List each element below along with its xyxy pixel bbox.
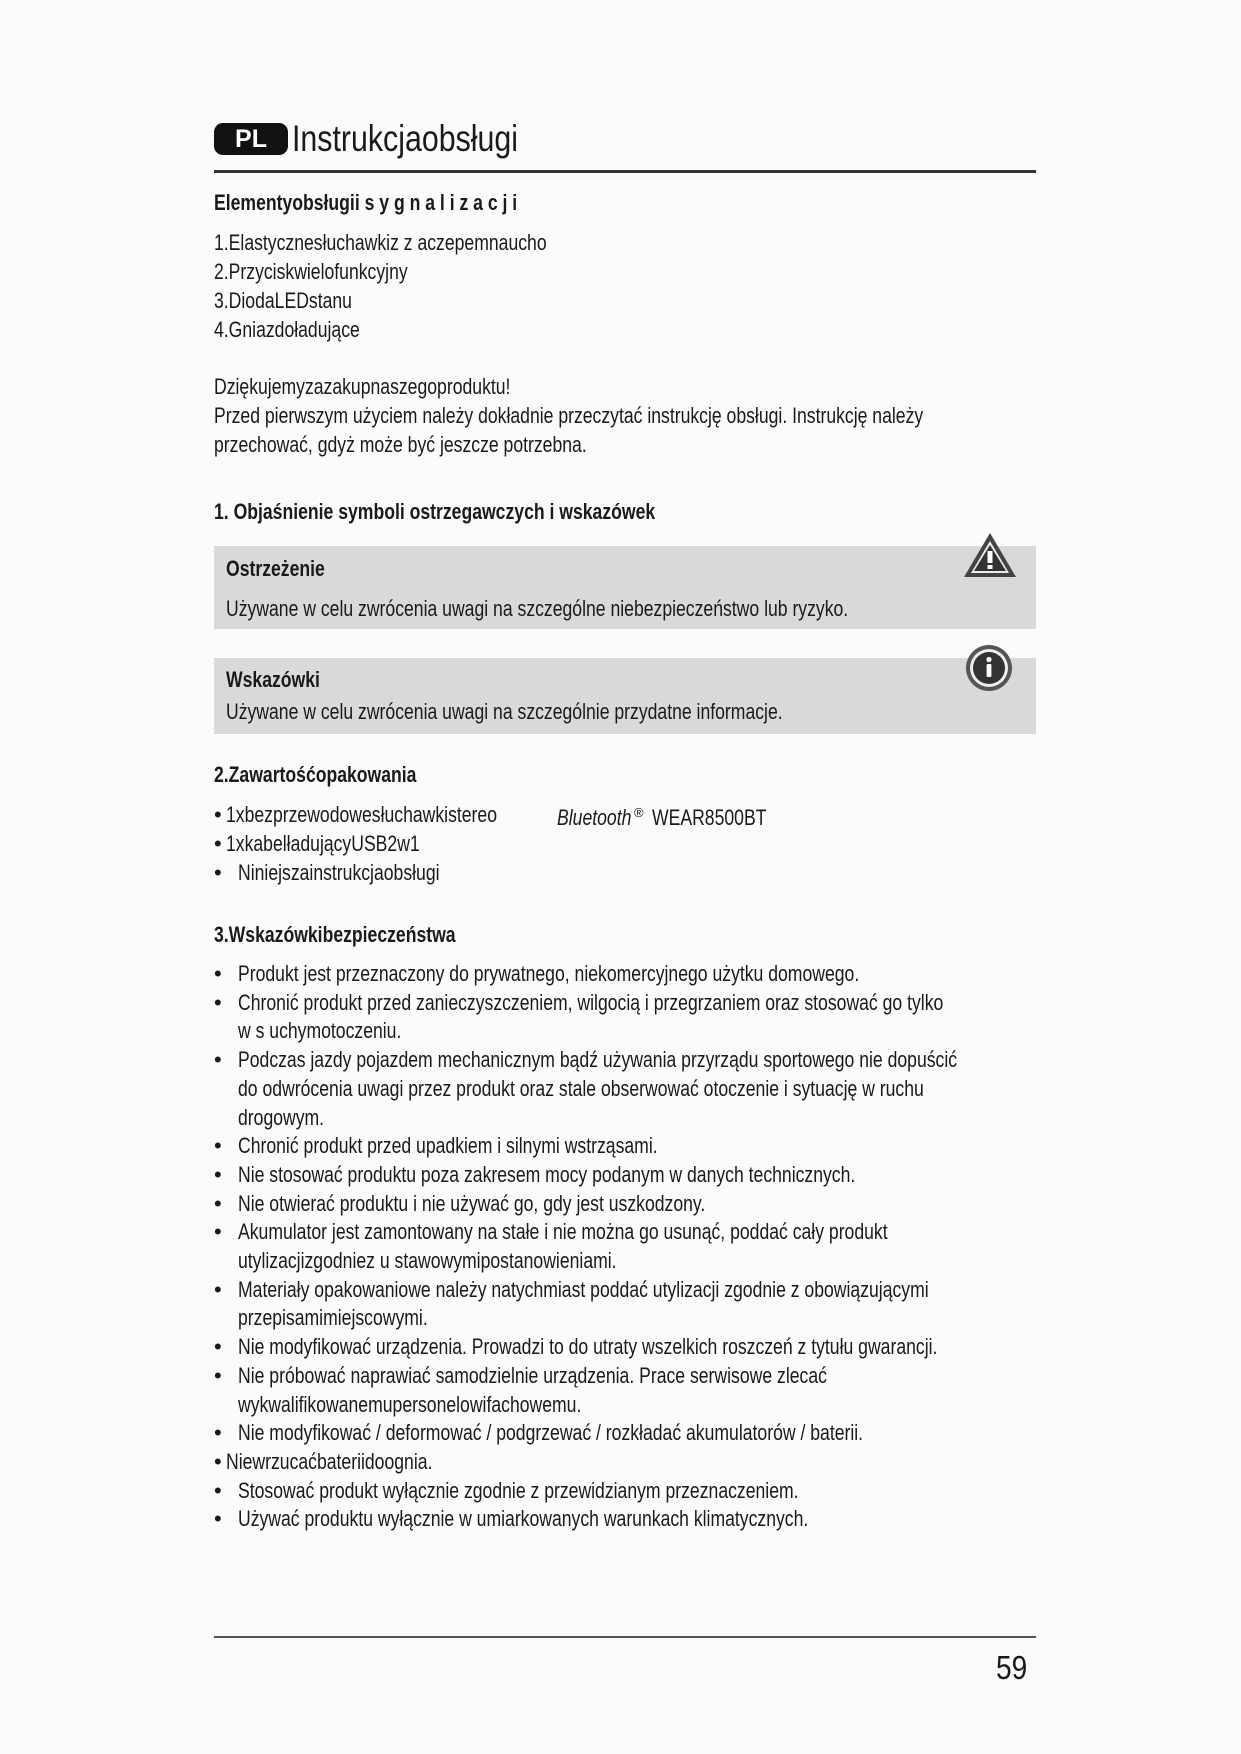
safety-item-line: Używać produktu wyłącznie w umiarkowanych warunkach klimatycznych. — [238, 1506, 809, 1532]
section2-heading — [214, 761, 467, 789]
safety-item-line: Niewrzucaćbateriidoognia. — [226, 1448, 433, 1474]
safety-item-line: Chronić produkt przed zanieczyszczeniem, wilgocią i przegrzaniem oraz stosować go tylko — [238, 989, 944, 1015]
safety-item — [214, 1362, 1036, 1419]
safety-item — [214, 1132, 1036, 1161]
safety-item — [214, 1505, 1036, 1534]
warning-text: Używane w celu zwrócenia uwagi na szczególne niebezpieczeństwo lub ryzyko. — [226, 596, 849, 621]
bullet: • — [214, 1362, 222, 1388]
controls-heading-text: Elementyobsługii s y g n a l i z a c j i — [214, 190, 518, 215]
notes-title-text: Wskazówki — [226, 667, 320, 692]
safety-item-line: wykwalifikowanemupersonelowifachowemu. — [238, 1391, 582, 1417]
controls-item-1: 1.Elastycznesłuchawkiz z aczepemnaucho — [214, 230, 547, 255]
warning-box — [214, 546, 1036, 629]
package-item-1-text: 1xbezprzewodowesłuchawkistereo — [225, 802, 497, 827]
notes-box — [214, 658, 1036, 734]
section1-heading — [214, 498, 765, 526]
language-badge: PL — [214, 123, 288, 155]
intro-line-3: przechować, gdyż może być jeszcze potrzebna. — [214, 432, 587, 457]
safety-item-line: Nie modyfikować urządzenia. Prowadzi to do utraty wszelkich roszczeń z tytułu gwarancji. — [238, 1334, 938, 1360]
section2-heading-text: 2.Zawartośćopakowania — [214, 762, 417, 787]
bullet: • — [214, 1133, 222, 1159]
package-item-2 — [214, 829, 468, 858]
page-number: 59 — [996, 1649, 1028, 1686]
bullet: • — [214, 1276, 222, 1302]
section3-heading — [214, 921, 516, 949]
controls-item-4: 4.Gniazdoładujące — [214, 317, 360, 342]
safety-item — [214, 1218, 1036, 1275]
safety-item-line: Produkt jest przeznaczony do prywatnego, niekomercyjnego użytku domowego. — [238, 961, 860, 986]
registered-mark: ® — [633, 805, 644, 820]
safety-item-line: drogowym. — [238, 1104, 325, 1130]
model-name: WEAR8500BT — [651, 805, 767, 831]
safety-list — [214, 960, 1036, 1534]
safety-item — [214, 1046, 1036, 1132]
safety-item-line: Nie stosować produktu poza zakresem mocy podanym w danych technicznych. — [238, 1161, 856, 1187]
safety-item-line: przepisamimiejscowymi. — [238, 1305, 428, 1331]
safety-item — [214, 1448, 1036, 1477]
bullet: • — [214, 1161, 222, 1187]
safety-item — [214, 1333, 1036, 1362]
safety-item-line: utylizacjizgodniez u stawowymipostanowieniami. — [238, 1248, 617, 1274]
bullet: • — [214, 1420, 222, 1446]
warning-triangle-icon — [962, 530, 1018, 585]
safety-item — [214, 1419, 1036, 1448]
safety-item — [214, 1276, 1036, 1333]
safety-item — [214, 989, 1036, 1046]
safety-item-line: Stosować produkt wyłącznie zgodnie z przewidzianym przeznaczeniem. — [238, 1477, 799, 1503]
controls-item-3: 3.DiodaLEDstanu — [214, 288, 352, 313]
package-item-3-text: Niniejszainstrukcjaobsługi — [237, 860, 440, 885]
safety-item-line: Akumulator jest zamontowany na stałe i nie można go usunąć, poddać cały produkt — [238, 1219, 888, 1245]
intro-line-2: Przed pierwszym użyciem należy dokładnie przeczytać instrukcję obsługi. Instrukcję należy — [214, 403, 924, 428]
package-item-3 — [214, 858, 490, 887]
bluetooth-brand: Bluetooth — [557, 805, 632, 831]
warning-title-text: Ostrzeżenie — [226, 556, 325, 581]
safety-item — [214, 1190, 1036, 1219]
safety-item — [214, 1161, 1036, 1190]
bullet: • — [214, 1477, 222, 1503]
info-circle-icon — [964, 643, 1014, 698]
safety-item-line: Chronić produkt przed upadkiem i silnymi wstrząsami. — [238, 1133, 658, 1159]
safety-item-line: do odwrócenia uwagi przez produkt oraz stale obserwować otoczenie i sytuację w ruchu — [238, 1075, 924, 1101]
bullet: • — [214, 989, 222, 1015]
page-header — [214, 114, 1036, 176]
bullet: • — [214, 1219, 222, 1245]
safety-item-line: Nie modyfikować / deformować / podgrzewać / rozkładać akumulatorów / baterii. — [238, 1420, 864, 1446]
safety-item-line: Nie próbować naprawiać samodzielnie urządzenia. Prace serwisowe zlecać — [238, 1362, 827, 1388]
package-item-2-text: 1xkabelładującyUSB2w1 — [225, 831, 420, 856]
intro-thanks: Dziękujemyzazakupnaszegoproduktu! — [214, 374, 511, 399]
section3-heading-text: 3.Wskazówkibezpieczeństwa — [214, 922, 456, 947]
notes-text: Używane w celu zwrócenia uwagi na szczególnie przydatne informacje. — [226, 699, 783, 724]
controls-item-2: 2.Przyciskwielofunkcyjny — [214, 259, 408, 284]
notes-title — [226, 666, 343, 694]
bullet: • — [214, 1047, 222, 1073]
bullet: • — [214, 1448, 222, 1474]
bullet: • — [214, 1334, 222, 1360]
package-item-1-product — [557, 798, 795, 832]
page-title: Instrukcjaobsługi — [292, 118, 518, 159]
safety-item-line: Materiały opakowaniowe należy natychmiast poddać utylizacji zgodnie z obowiązującymi — [238, 1276, 929, 1302]
safety-item-line: w s uchymotoczeniu. — [238, 1018, 402, 1044]
bullet: • — [214, 1190, 222, 1216]
bullet: • — [214, 860, 222, 885]
bullet: • — [214, 831, 222, 856]
bullet: • — [214, 961, 222, 986]
bullet: • — [214, 802, 222, 827]
header-divider — [214, 170, 1036, 173]
controls-heading — [214, 189, 593, 217]
section1-heading-text: 1. Objaśnienie symboli ostrzegawczych i wskazówek — [214, 499, 656, 524]
safety-item-line: Nie otwierać produktu i nie używać go, gdy jest uszkodzony. — [238, 1190, 706, 1216]
safety-item-line: Podczas jazdy pojazdem mechanicznym bądź używania przyrządu sportowego nie dopuścić — [238, 1047, 958, 1073]
warning-title — [226, 555, 350, 583]
safety-item — [214, 1477, 1036, 1506]
safety-item — [214, 960, 1036, 989]
footer-divider — [214, 1636, 1036, 1638]
package-item-1 — [214, 800, 565, 829]
bullet: • — [214, 1506, 222, 1532]
